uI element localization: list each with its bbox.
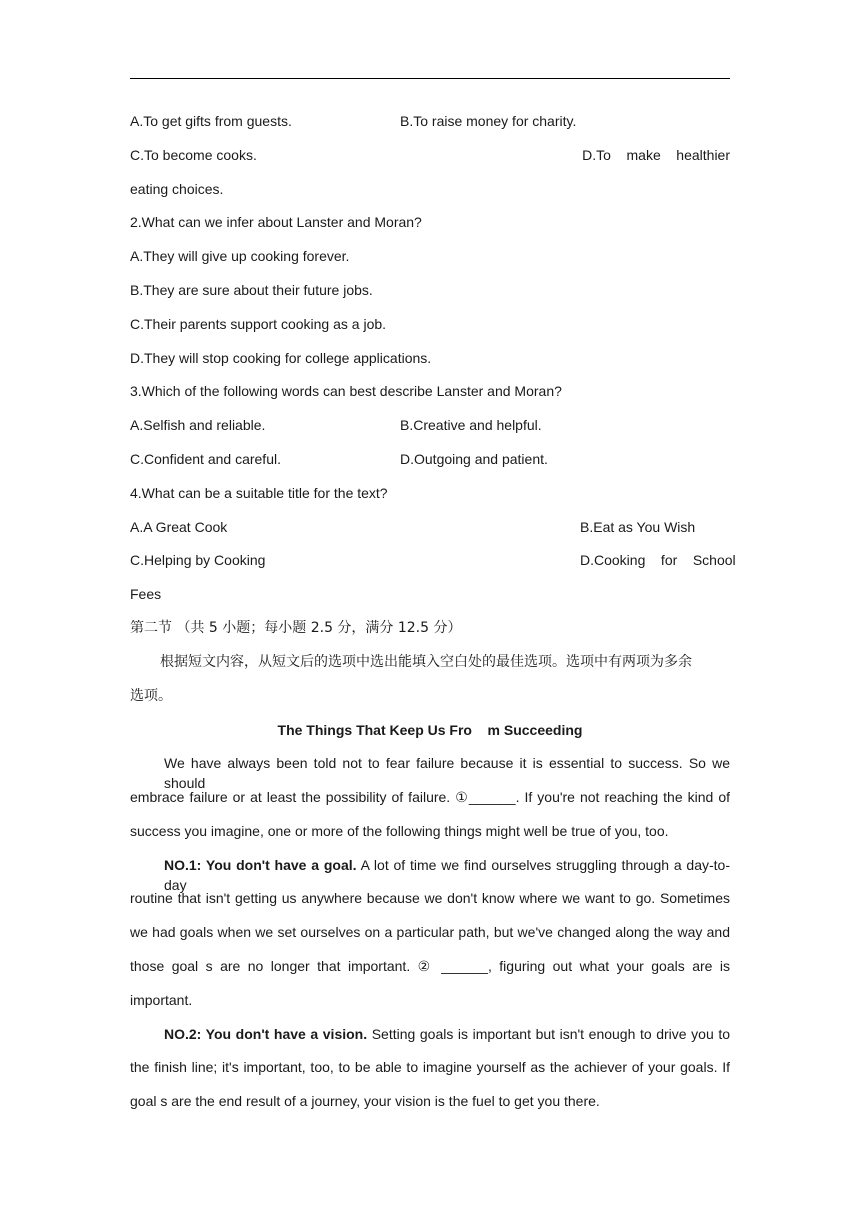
q1-option-b: B.To raise money for charity.	[400, 113, 577, 129]
passage-p3-line3: goal s are the end result of a journey, your vision is the fuel to get you there.	[130, 1093, 600, 1109]
passage-p3-line2: the finish line; it's important, too, to be able to imagine yourself as the achiever of your goals. If	[130, 1059, 730, 1075]
p2-text: A lot of time we find ourselves struggling through a day-to-day	[164, 857, 731, 893]
q4-row-ab	[130, 517, 730, 537]
q3-option-d: D.Outgoing and patient.	[400, 451, 548, 467]
q3-option-c: C.Confident and careful.	[130, 451, 281, 467]
p3-text: Setting goals is important but isn't enough to drive you to	[367, 1026, 730, 1042]
q4-stem: 4.What can be a suitable title for the text?	[130, 485, 388, 501]
q2-option-b: B.They are sure about their future jobs.	[130, 282, 373, 298]
q1-option-c: C.To become cooks.	[130, 147, 257, 163]
q1-option-a: A.To get gifts from guests.	[130, 113, 292, 129]
passage-p2-line2: routine that isn't getting us anywhere because we don't know where we want to go. Sometimes	[130, 890, 730, 906]
q4-option-d-cont: Fees	[130, 586, 162, 602]
q4-option-d: D.Cooking for School	[580, 552, 736, 568]
q3-option-a: A.Selfish and reliable.	[130, 417, 266, 433]
q3-row-cd	[130, 449, 730, 469]
section-instruction-line2: 选项。	[130, 688, 172, 704]
q1-row-cd	[130, 145, 730, 165]
q3-stem: 3.Which of the following words can best describe Lanster and Moran?	[130, 383, 562, 399]
passage-p1-line3: success you imagine, one or more of the following things might well be true of you, too.	[130, 823, 669, 839]
p3-lead: NO.2: You don't have a vision.	[164, 1026, 368, 1042]
q1-row-ab	[130, 111, 730, 131]
passage-p2-line5: important.	[130, 992, 193, 1008]
q4-option-c: C.Helping by Cooking	[130, 552, 266, 568]
p2-lead: NO.1: You don't have a goal.	[164, 857, 357, 873]
q2-stem: 2.What can we infer about Lanster and Moran?	[130, 214, 422, 230]
q2-option-c: C.Their parents support cooking as a job.	[130, 316, 387, 332]
q2-option-a: A.They will give up cooking forever.	[130, 248, 350, 264]
q1-option-d: D.To make healthier	[582, 147, 730, 163]
passage-p2-line4: those goal s are no longer that important. ② ______, figuring out what your goals are is	[130, 958, 730, 974]
passage-p1-line1: We have always been told not to fear failure because it is essential to success. So we should	[164, 755, 730, 791]
section-heading: 第二节 （共 5 小题；每小题 2.5 分，满分 12.5 分）	[130, 620, 462, 636]
section-instruction-line1: 根据短文内容，从短文后的选项中选出能填入空白处的最佳选项。选项中有两项为多余	[160, 654, 692, 670]
passage-p1-line2: embrace failure or at least the possibility of failure. ①______. If you're not reaching the kind of	[130, 789, 730, 805]
q3-row-ab	[130, 415, 730, 435]
header-rule	[130, 78, 730, 79]
q4-option-b: B.Eat as You Wish	[580, 519, 696, 535]
passage-p3-line1	[130, 1024, 730, 1044]
q4-option-a: A.A Great Cook	[130, 519, 228, 535]
q1-option-d-cont: eating choices.	[130, 181, 224, 197]
q4-row-cd	[130, 550, 736, 570]
q2-option-d: D.They will stop cooking for college applications.	[130, 350, 432, 366]
q3-option-b: B.Creative and helpful.	[400, 417, 542, 433]
passage-title: The Things That Keep Us Fro m Succeeding	[277, 722, 583, 738]
passage-p2-line3: we had goals when we set ourselves on a particular path, but we've changed along the way and	[130, 924, 730, 940]
